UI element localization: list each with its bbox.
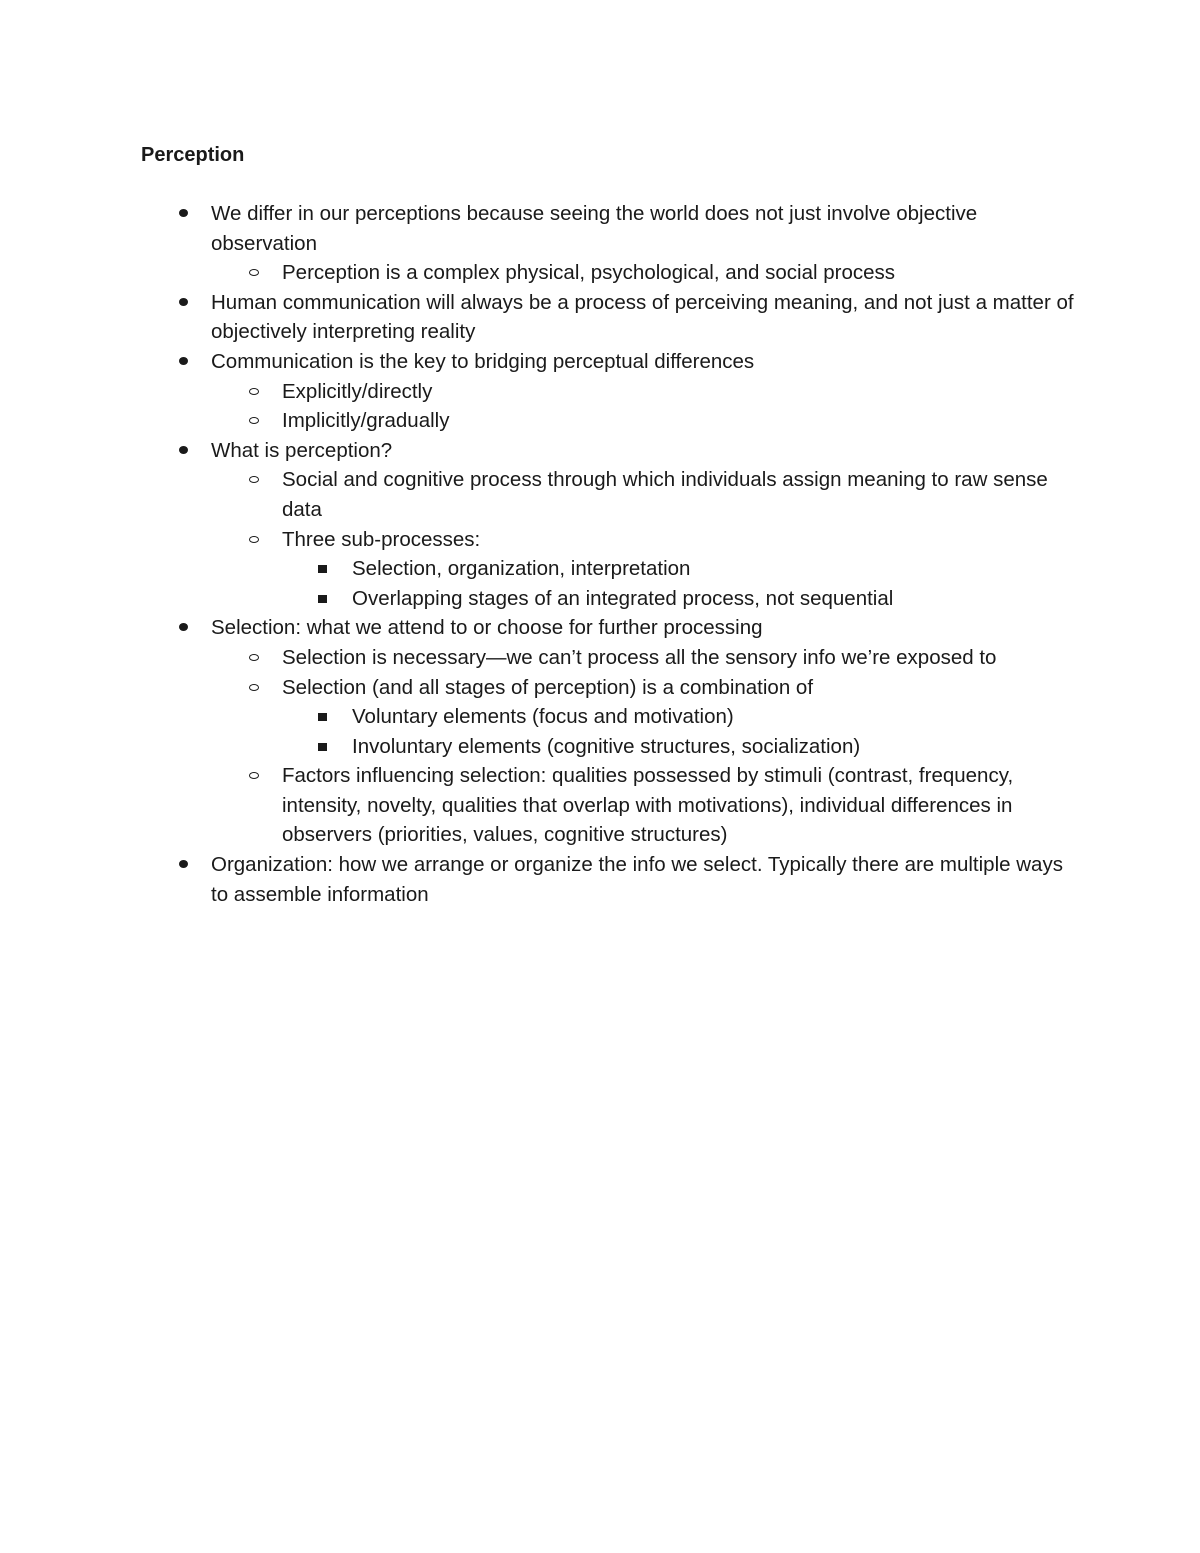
list-item — [0, 613, 1200, 643]
list-item-text: Social and cognitive process through which individuals assign meaning to raw sense data — [282, 468, 1048, 521]
list-item — [0, 436, 1200, 466]
list-item-text: Voluntary elements (focus and motivation) — [352, 705, 734, 729]
list-item — [0, 732, 1200, 762]
bullet-circle-icon — [249, 406, 261, 436]
bullet-disc-icon — [179, 436, 189, 466]
list-item-text: We differ in our perceptions because seeing the world does not just involve objective observation — [211, 202, 978, 255]
bullet-square-icon — [318, 732, 328, 762]
list-item-text: What is perception? — [211, 438, 393, 462]
list-item-text: Implicitly/gradually — [282, 409, 450, 433]
bullet-disc-icon — [179, 347, 189, 377]
bullet-circle-icon — [249, 465, 261, 495]
list-item — [0, 406, 1200, 436]
list-item-text: Selection (and all stages of perception) is a combination of — [282, 675, 814, 699]
list-item — [0, 377, 1200, 407]
bullet-outline — [0, 199, 1200, 909]
list-item — [0, 673, 1200, 703]
list-item-text: Organization: how we arrange or organize the info we select. Typically there are multiple ways to assemble information — [211, 853, 1063, 906]
list-item-text: Human communication will always be a process of perceiving meaning, and not just a matter of objectively interpreting reality — [211, 290, 1074, 344]
bullet-disc-icon — [179, 199, 189, 229]
list-item-text: Explicitly/directly — [282, 379, 433, 403]
list-item — [0, 850, 1200, 909]
bullet-circle-icon — [249, 673, 261, 703]
bullet-disc-icon — [179, 850, 189, 880]
page-title: Perception — [141, 144, 245, 166]
bullet-square-icon — [318, 554, 328, 584]
bullet-square-icon — [318, 702, 328, 732]
list-item-text: Factors influencing selection: qualities possessed by stimuli (contrast, frequency, intensity, novelty, qualities that overlap with motivations), individual differences in observers (priorities, values, cognitive structures) — [282, 764, 1014, 847]
list-item-text: Communication is the key to bridging perceptual differences — [211, 349, 755, 373]
list-item — [0, 347, 1200, 377]
list-item — [0, 258, 1200, 288]
list-item-text: Selection, organization, interpretation — [352, 557, 691, 581]
list-item — [0, 554, 1200, 584]
list-item-text: Selection: what we attend to or choose for further processing — [211, 616, 763, 640]
bullet-circle-icon — [249, 258, 261, 288]
list-item — [0, 643, 1200, 673]
list-item-text: Involuntary elements (cognitive structures, socialization) — [352, 734, 861, 758]
bullet-disc-icon — [179, 613, 189, 643]
list-item-text: Overlapping stages of an integrated process, not sequential — [352, 586, 894, 610]
bullet-circle-icon — [249, 761, 261, 791]
bullet-circle-icon — [249, 643, 261, 673]
list-item-text: Perception is a complex physical, psychological, and social process — [282, 261, 896, 285]
bullet-square-icon — [318, 584, 328, 614]
bullet-circle-icon — [249, 525, 261, 555]
bullet-disc-icon — [179, 288, 189, 318]
list-item — [0, 525, 1200, 555]
list-item-text: Selection is necessary—we can’t process all the sensory info we’re exposed to — [282, 645, 997, 669]
list-item — [0, 465, 1200, 524]
list-item — [0, 288, 1200, 347]
list-item-text: Three sub-processes: — [282, 527, 481, 551]
bullet-circle-icon — [249, 377, 261, 407]
list-item — [0, 584, 1200, 614]
list-item — [0, 199, 1200, 258]
list-item — [0, 761, 1200, 850]
list-item — [0, 702, 1200, 732]
